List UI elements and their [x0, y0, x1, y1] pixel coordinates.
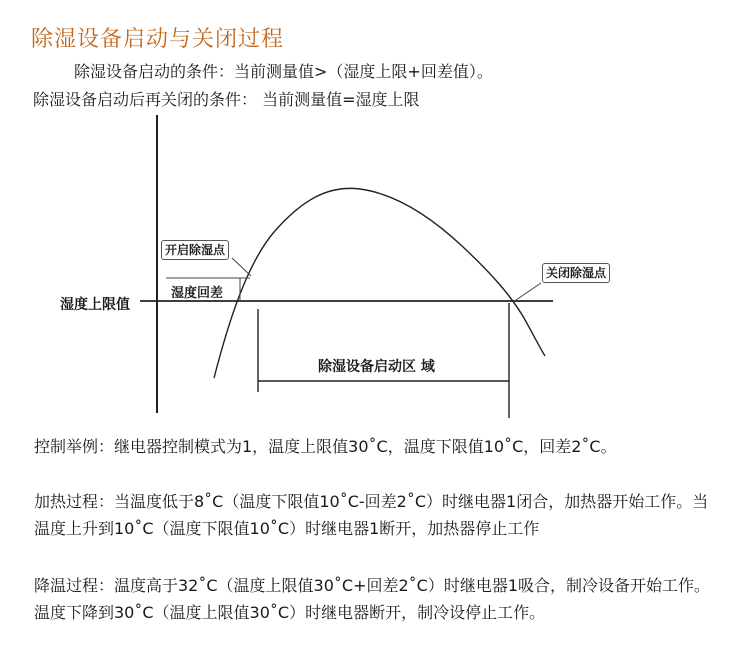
stop-point-label: 关闭除湿点 — [542, 263, 610, 283]
stop-condition-text: 除湿设备启动后再关闭的条件： 当前测量值=湿度上限 — [33, 90, 420, 109]
upper-limit-label: 湿度上限值 — [60, 297, 130, 313]
start-condition-text: 除湿设备启动的条件：当前测量值>（湿度上限+回差值）。 — [74, 62, 493, 81]
page-title: 除湿设备启动与关闭过程 — [31, 27, 285, 52]
example-paragraph: 控制举例：继电器控制模式为1，温度上限值30˚C，温度下限值10˚C，回差2˚C。 — [34, 437, 617, 456]
cooling-paragraph: 降温过程：温度高于32˚C（温度上限值30˚C+回差2˚C）时继电器1吸合，制冷设备开始工作。温度下降到30˚C（温度上限值30˚C）时继电器断开，制冷设停止工作。 — [34, 576, 711, 622]
hysteresis-label: 湿度回差 — [171, 286, 224, 301]
heating-paragraph: 加热过程：当温度低于8˚C（温度下限值10˚C-回差2˚C）时继电器1闭合，加热器开始工作。当温度上升到10˚C（温度下限值10˚C）时继电器1断开，加热器停止工作 — [34, 492, 709, 538]
measurement-curve — [214, 188, 545, 378]
run-zone-label: 除湿设备启动区 域 — [318, 359, 435, 375]
start-point-leader — [232, 258, 251, 276]
stop-point-leader — [516, 283, 541, 300]
start-point-label: 开启除湿点 — [161, 240, 229, 260]
